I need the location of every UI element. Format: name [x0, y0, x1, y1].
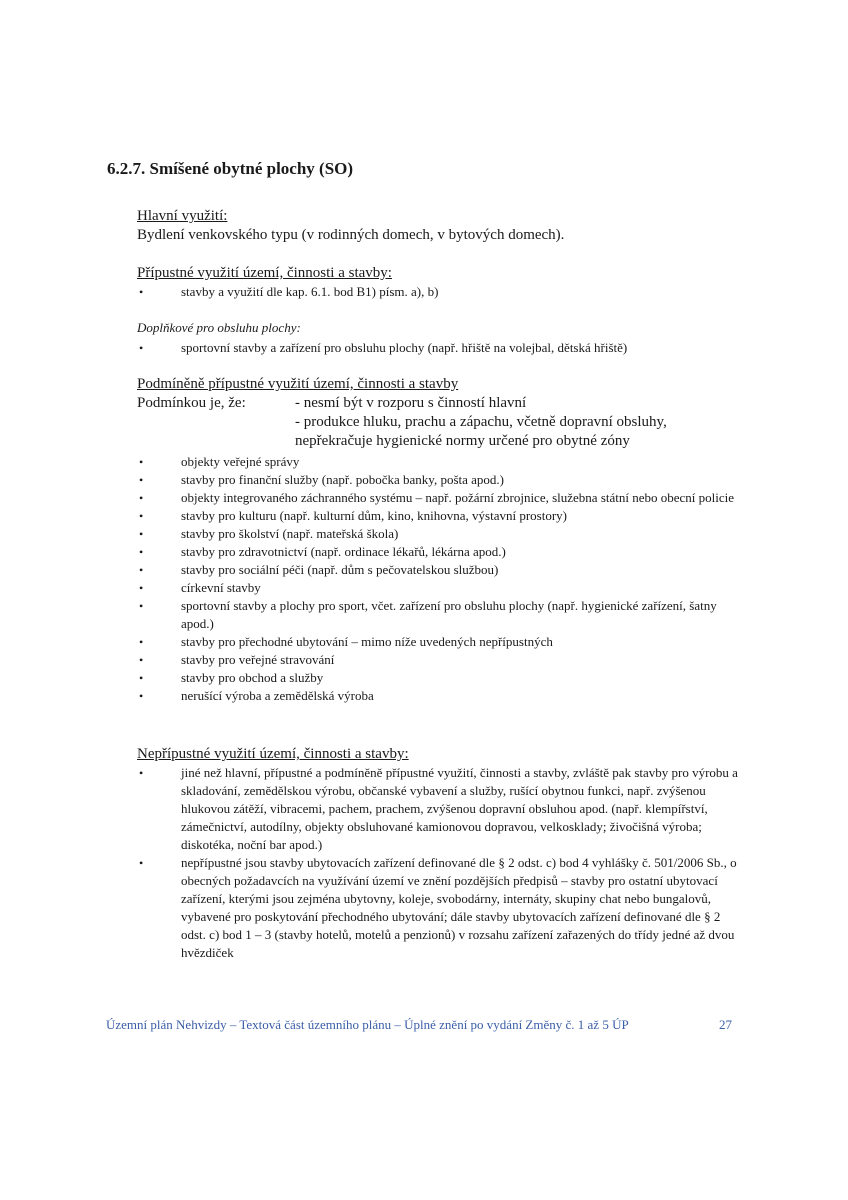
- list-item: [137, 561, 747, 579]
- list-item-text: stavby pro zdravotnictví (např. ordinace lékařů, lékárna apod.): [181, 544, 506, 559]
- bullet-icon: •: [139, 599, 144, 613]
- conditional-section: [137, 375, 747, 705]
- list-item: [137, 633, 747, 651]
- bullet-icon: •: [139, 527, 144, 541]
- list-item-text: stavby pro školství (např. mateřská škola): [181, 526, 399, 541]
- list-item: [137, 543, 747, 561]
- bullet-icon: •: [139, 635, 144, 649]
- list-item-text: nerušící výroba a zemědělská výroba: [181, 688, 374, 703]
- supplementary-title: Doplňkové pro obsluhu plochy:: [137, 320, 301, 335]
- list-item: [137, 489, 747, 507]
- list-item-text: stavby pro kulturu (např. kulturní dům, kino, knihovna, výstavní prostory): [181, 508, 567, 523]
- condition-line: - produkce hluku, prachu a zápachu, včetně dopravní obsluhy,: [295, 414, 667, 430]
- supplementary-section: [137, 319, 747, 357]
- list-item-text: jiné než hlavní, přípustné a podmíněně přípustné využití, činnosti a stavby, zvláště pak stavby pro výrobu a skladování, zemědělskou výrobu, občanské vybavení a služby, rušící obytnou funkci, např. zvýšenou hlukovou zátěží, vibracemi, pachem, prachem, zvýšenou dopravní obsluhou apod. (např. klempířství, zámečnictví, autodílny, objekty obsluhované kamionovou dopravou, velkosklady; živočišná výroba; diskotéka, noční bar apod.): [181, 765, 738, 852]
- bullet-icon: •: [139, 653, 144, 667]
- list-item: [137, 507, 747, 525]
- list-item-text: stavby pro finanční služby (např. pobočka banky, pošta apod.): [181, 472, 504, 487]
- condition-line: nepřekračuje hygienické normy určené pro obytné zóny: [295, 433, 630, 449]
- bullet-icon: •: [139, 856, 144, 870]
- list-item: [137, 669, 747, 687]
- list-item: [137, 764, 747, 854]
- main-use-text: Bydlení venkovského typu (v rodinných domech, v bytových domech).: [137, 227, 565, 243]
- permitted-section: [137, 264, 747, 301]
- supplementary-list: [137, 339, 747, 357]
- conditional-list: [137, 453, 747, 705]
- permitted-list: [137, 283, 747, 301]
- conditional-title: Podmíněně přípustné využití území, činnosti a stavby: [137, 376, 459, 392]
- list-item-text: objekty integrovaného záchranného systému – např. požární zbrojnice, služebna státní nebo obecní policie: [181, 490, 735, 505]
- page-number: 27: [719, 1017, 732, 1032]
- list-item-text: stavby pro veřejné stravování: [181, 652, 335, 667]
- list-item-text: stavby pro obchod a služby: [181, 670, 324, 685]
- list-item-text: stavby a využití dle kap. 6.1. bod B1) písm. a), b): [181, 284, 439, 299]
- bullet-icon: •: [139, 473, 144, 487]
- list-item-text: nepřípustné jsou stavby ubytovacích zařízení definované dle § 2 odst. c) bod 4 vyhlášky č. 501/2006 Sb., o obecných požadavcích na využívání území ve znění pozdějších předpisů – stavby pro ostatní ubytovací zařízení, kterými jsou zejména ubytovny, koleje, svobodárny, internáty, skupiny chat nebo bungalovů, vybavené pro poskytování přechodného ubytování; dále stavby ubytovacích zařízení definované dle § 2 odst. c) bod 1 – 3 (stavby hotelů, motelů a penzionů) v rozsahu zařízení zařazených do třídy jedné až dvou hvězdiček: [181, 855, 737, 960]
- bullet-icon: •: [139, 545, 144, 559]
- list-item: [137, 651, 747, 669]
- bullet-icon: •: [139, 455, 144, 469]
- main-use-title: Hlavní využití:: [137, 208, 228, 224]
- footer-text: Územní plán Nehvizdy – Textová část územního plánu – Úplné znění po vydání Změny č. 1 až 5 ÚP: [106, 1017, 629, 1032]
- bullet-icon: •: [139, 671, 144, 685]
- list-item: [137, 471, 747, 489]
- bullet-icon: •: [139, 581, 144, 595]
- bullet-icon: •: [139, 766, 144, 780]
- list-item: [137, 597, 747, 633]
- bullet-icon: •: [139, 341, 144, 355]
- condition-line: - nesmí být v rozporu s činností hlavní: [295, 395, 527, 411]
- page-footer: [106, 1017, 732, 1033]
- list-item-text: sportovní stavby a plochy pro sport, včet. zařízení pro obsluhu plochy (např. hygienické zařízení, šatny apod.): [181, 598, 717, 631]
- bullet-icon: •: [139, 491, 144, 505]
- list-item-text: objekty veřejné správy: [181, 454, 300, 469]
- list-item: [137, 854, 747, 962]
- list-item-text: církevní stavby: [181, 580, 261, 595]
- prohibited-list: [137, 764, 747, 962]
- list-item: [137, 339, 747, 357]
- list-item: [137, 525, 747, 543]
- condition-label: Podmínkou je, že:: [137, 395, 246, 411]
- prohibited-title: Nepřípustné využití území, činnosti a stavby:: [137, 746, 409, 762]
- condition-lines: [295, 394, 747, 451]
- condition-block: [137, 394, 747, 451]
- bullet-icon: •: [139, 285, 144, 299]
- permitted-title: Přípustné využití území, činnosti a stavby:: [137, 265, 392, 281]
- main-use-section: [137, 207, 747, 245]
- bullet-icon: •: [139, 563, 144, 577]
- section-heading: 6.2.7. Smíšené obytné plochy (SO): [107, 159, 354, 178]
- list-item-text: sportovní stavby a zařízení pro obsluhu plochy (např. hřiště na volejbal, dětská hřiště): [181, 340, 628, 355]
- prohibited-section: [137, 745, 747, 962]
- list-item: [137, 453, 747, 471]
- list-item-text: stavby pro sociální péči (např. dům s pečovatelskou službou): [181, 562, 499, 577]
- list-item: [137, 579, 747, 597]
- list-item: [137, 687, 747, 705]
- list-item-text: stavby pro přechodné ubytování – mimo níže uvedených nepřípustných: [181, 634, 553, 649]
- bullet-icon: •: [139, 689, 144, 703]
- list-item: [137, 283, 747, 301]
- bullet-icon: •: [139, 509, 144, 523]
